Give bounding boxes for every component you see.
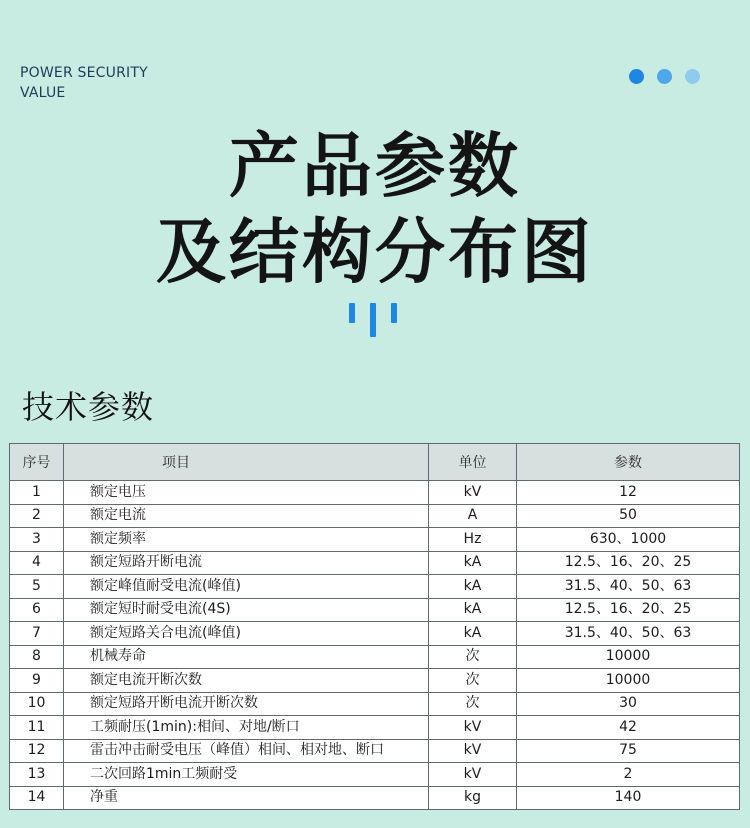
table-row — [10, 551, 740, 575]
cell-value: 12 — [517, 481, 740, 505]
spec-table — [9, 443, 740, 810]
table-row — [10, 622, 740, 646]
dot-icon-1 — [629, 69, 644, 84]
cell-value: 12.5、16、20、25 — [517, 551, 740, 575]
header-value: 参数 — [517, 444, 740, 481]
cell-unit: kV — [429, 716, 517, 740]
cell-index: 10 — [10, 692, 64, 716]
cell-value: 140 — [517, 786, 740, 810]
cell-index: 5 — [10, 575, 64, 599]
cell-unit: 次 — [429, 645, 517, 669]
dot-icon-2 — [657, 69, 672, 84]
cell-item: 机械寿命 — [64, 645, 429, 669]
brand-line-2: VALUE — [20, 85, 66, 101]
table-row — [10, 692, 740, 716]
cell-item: 额定峰值耐受电流(峰值) — [64, 575, 429, 599]
cell-value: 10000 — [517, 645, 740, 669]
cell-value: 630、1000 — [517, 528, 740, 552]
dot-icon-3 — [685, 69, 700, 84]
cell-item: 工频耐压(1min):相间、对地/断口 — [64, 716, 429, 740]
cell-item: 雷击冲击耐受电压（峰值）相间、相对地、断口 — [64, 739, 429, 763]
cell-item: 额定频率 — [64, 528, 429, 552]
header-unit: 单位 — [429, 444, 517, 481]
cell-index: 12 — [10, 739, 64, 763]
cell-index: 13 — [10, 763, 64, 787]
cell-item: 二次回路1min工频耐受 — [64, 763, 429, 787]
table-row — [10, 598, 740, 622]
header-index: 序号 — [10, 444, 64, 481]
table-row — [10, 763, 740, 787]
cell-item: 额定电流 — [64, 504, 429, 528]
cell-item: 净重 — [64, 786, 429, 810]
cell-unit: kg — [429, 786, 517, 810]
table-row — [10, 786, 740, 810]
cell-unit: Hz — [429, 528, 517, 552]
cell-value: 30 — [517, 692, 740, 716]
brand-line-1: POWER SECURITY — [20, 65, 148, 81]
cell-value: 31.5、40、50、63 — [517, 622, 740, 646]
cell-value: 2 — [517, 763, 740, 787]
decorative-dots — [629, 69, 700, 84]
cell-item: 额定短路开断电流 — [64, 551, 429, 575]
cell-item: 额定短路开断电流开断次数 — [64, 692, 429, 716]
bar-middle — [370, 303, 376, 337]
table-row — [10, 645, 740, 669]
cell-value: 12.5、16、20、25 — [517, 598, 740, 622]
cell-unit: kA — [429, 575, 517, 599]
table-body — [10, 481, 740, 810]
table-row — [10, 528, 740, 552]
page-title-line-2: 及结构分布图 — [156, 211, 594, 293]
brand-tagline — [20, 63, 148, 103]
cell-index: 3 — [10, 528, 64, 552]
cell-unit: kV — [429, 763, 517, 787]
cell-unit: 次 — [429, 692, 517, 716]
table-row — [10, 716, 740, 740]
cell-index: 11 — [10, 716, 64, 740]
cell-index: 9 — [10, 669, 64, 693]
cell-item: 额定短时耐受电流(4S) — [64, 598, 429, 622]
table-row — [10, 575, 740, 599]
cell-index: 1 — [10, 481, 64, 505]
cell-value: 75 — [517, 739, 740, 763]
cell-value: 31.5、40、50、63 — [517, 575, 740, 599]
cell-unit: kA — [429, 598, 517, 622]
cell-unit: A — [429, 504, 517, 528]
bar-left — [349, 303, 355, 323]
cell-value: 10000 — [517, 669, 740, 693]
cell-value: 50 — [517, 504, 740, 528]
cell-unit: kA — [429, 551, 517, 575]
cell-index: 8 — [10, 645, 64, 669]
decorative-bars-icon — [349, 297, 399, 339]
cell-unit: 次 — [429, 669, 517, 693]
header-item: 项目 — [64, 444, 429, 481]
cell-index: 6 — [10, 598, 64, 622]
cell-index: 14 — [10, 786, 64, 810]
table-row — [10, 669, 740, 693]
cell-item: 额定电流开断次数 — [64, 669, 429, 693]
cell-item: 额定电压 — [64, 481, 429, 505]
bar-right — [391, 303, 397, 323]
cell-item: 额定短路关合电流(峰值) — [64, 622, 429, 646]
table-row — [10, 504, 740, 528]
cell-index: 7 — [10, 622, 64, 646]
cell-index: 2 — [10, 504, 64, 528]
page-title-line-1: 产品参数 — [229, 125, 521, 207]
cell-value: 42 — [517, 716, 740, 740]
table-row — [10, 481, 740, 505]
cell-unit: kA — [429, 622, 517, 646]
cell-unit: kV — [429, 739, 517, 763]
cell-unit: kV — [429, 481, 517, 505]
section-title: 技术参数 — [22, 388, 155, 426]
table-header-row — [10, 444, 740, 481]
table-row — [10, 739, 740, 763]
cell-index: 4 — [10, 551, 64, 575]
